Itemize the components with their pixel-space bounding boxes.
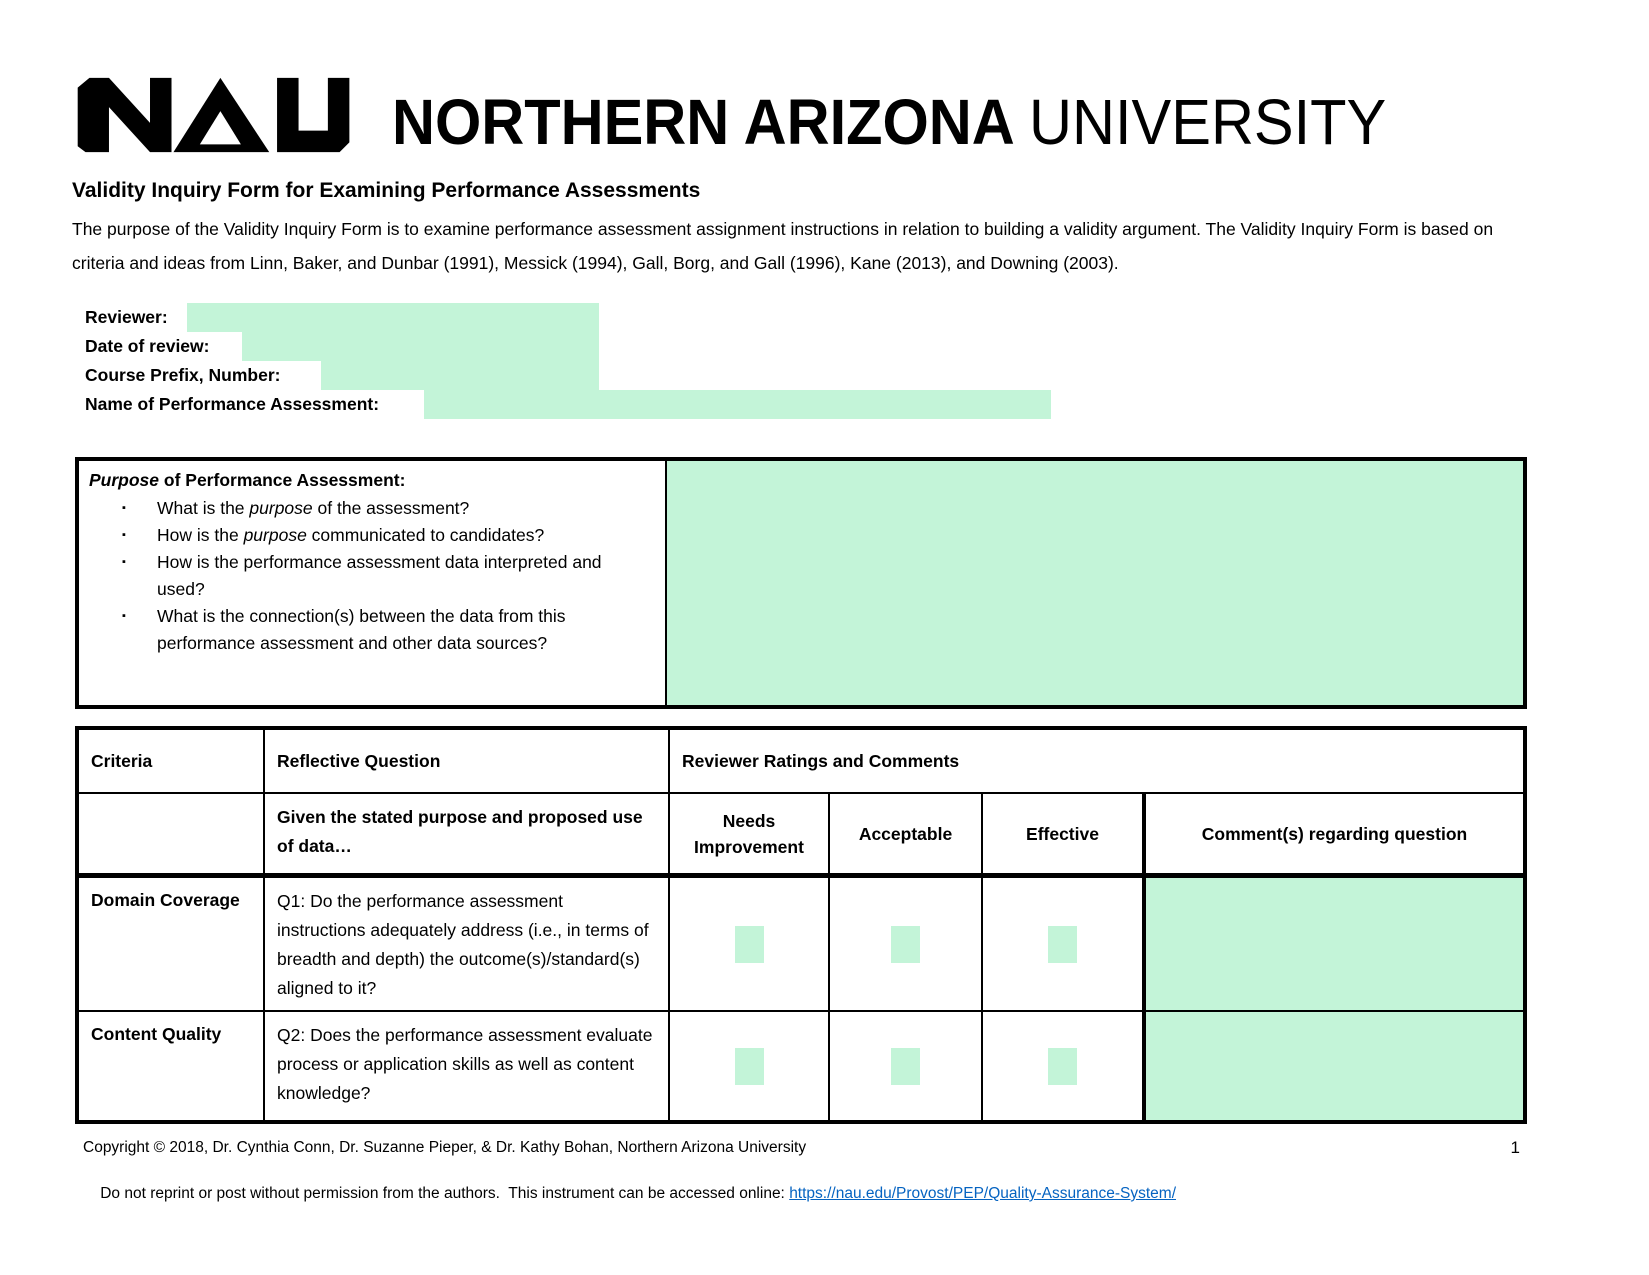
q2-effective-mark-field[interactable] (1048, 1048, 1077, 1085)
criteria-content-quality: Content Quality (79, 1012, 265, 1120)
wordmark-northern-arizona: NORTHERN ARIZONA (392, 86, 1030, 158)
quality-assurance-link[interactable]: https://nau.edu/Provost/PEP/Quality-Assurance-System/ (789, 1185, 1176, 1202)
q1-rating-cell-acceptable (830, 878, 983, 1012)
review-info-fields (85, 303, 1185, 419)
purpose-bullet-1: ▪ What is the purpose of the assessment? (89, 495, 655, 522)
subheader-criteria-empty (79, 794, 265, 878)
assessment-name-field[interactable] (424, 390, 1051, 419)
bullet-square-icon: ▪ (122, 610, 126, 622)
col-header-ratings-comments: Reviewer Ratings and Comments (670, 730, 1523, 794)
field-row-reviewer (85, 303, 1185, 332)
q2-rating-cell-effective (983, 1012, 1146, 1120)
reprint-notice-text: Do not reprint or post without permission from the authors. This instrument can be accessed online: (100, 1185, 790, 1202)
intro-paragraph: The purpose of the Validity Inquiry Form is to examine performance assessment assignment instructions in relation to building a validity argument. The Validity Inquiry Form is based on criteria and ideas from Linn, Baker, and Dunbar (1991), Messick (1994), Gall, Borg, and Gall (1996), Kane (2013), and Downing (2003). (72, 219, 1494, 273)
page-footer (83, 1136, 1520, 1228)
university-wordmark (392, 86, 1387, 158)
q1-needs-improvement-mark-field[interactable] (735, 926, 764, 963)
q1-acceptable-mark-field[interactable] (891, 926, 920, 963)
footer-notice-line (83, 1159, 1520, 1228)
criteria-ratings-table (75, 726, 1527, 1124)
date-of-review-field[interactable] (242, 332, 599, 361)
criteria-domain-coverage: Domain Coverage (79, 878, 265, 1012)
purpose-response-field[interactable] (667, 461, 1523, 705)
purpose-prompts (79, 461, 667, 705)
purpose-bullet-2: ▪ How is the purpose communicated to candidates? (89, 522, 655, 549)
page-number: 1 (1510, 1138, 1520, 1157)
purpose-heading-rest: of Performance Assessment: (159, 470, 406, 490)
field-row-date (85, 332, 1185, 361)
nau-logo-mark (72, 72, 358, 158)
q2-comment-field[interactable] (1146, 1012, 1523, 1120)
q2-rating-cell-needs-improvement (670, 1012, 830, 1120)
q1-rating-cell-effective (983, 878, 1146, 1012)
reviewer-field[interactable] (187, 303, 599, 332)
field-row-assessment-name (85, 390, 1185, 419)
field-row-course (85, 361, 1185, 390)
purpose-box (75, 457, 1527, 709)
purpose-bullet-4: ▪ What is the connection(s) between the data from this performance assessment and other data sources? (89, 603, 655, 657)
footer-copyright-line (83, 1136, 1520, 1159)
q1-comment-field[interactable] (1146, 878, 1523, 1012)
purpose-heading-em: Purpose (89, 470, 160, 490)
course-prefix-field[interactable] (321, 361, 599, 390)
purpose-bullet-3: ▪ How is the performance assessment data interpreted and used? (89, 549, 655, 603)
purpose-bullet-list (89, 495, 655, 657)
purpose-heading (89, 467, 655, 494)
subheader-effective: Effective (983, 794, 1146, 878)
wordmark-university: UNIVERSITY (1029, 86, 1387, 158)
bullet-square-icon: ▪ (122, 529, 126, 541)
page-title: Validity Inquiry Form for Examining Performance Assessments (72, 179, 701, 202)
question-q1: Q1: Do the performance assessment instructions adequately address (i.e., in terms of breadth and depth) the outcome(s)/standard(s) aligned to it? (265, 878, 670, 1012)
q2-rating-cell-acceptable (830, 1012, 983, 1120)
question-q2: Q2: Does the performance assessment evaluate process or application skills as well as content knowledge? (265, 1012, 670, 1120)
q2-acceptable-mark-field[interactable] (891, 1048, 920, 1085)
q1-rating-cell-needs-improvement (670, 878, 830, 1012)
bullet-square-icon: ▪ (122, 556, 126, 568)
reviewer-label: Reviewer: (85, 307, 168, 327)
subheader-acceptable: Acceptable (830, 794, 983, 878)
col-header-criteria: Criteria (79, 730, 265, 794)
subheader-question: Given the stated purpose and proposed use of data… (265, 794, 670, 878)
date-of-review-label: Date of review: (85, 336, 210, 356)
copyright-text: Copyright © 2018, Dr. Cynthia Conn, Dr. Suzanne Pieper, & Dr. Kathy Bohan, Northern Arizona University (83, 1139, 807, 1156)
col-header-reflective-question: Reflective Question (265, 730, 670, 794)
subheader-needs-improvement: Needs Improvement (670, 794, 830, 878)
subheader-comments: Comment(s) regarding question (1146, 794, 1523, 878)
q2-needs-improvement-mark-field[interactable] (735, 1048, 764, 1085)
q1-effective-mark-field[interactable] (1048, 926, 1077, 963)
assessment-name-label: Name of Performance Assessment: (85, 394, 380, 414)
bullet-square-icon: ▪ (122, 502, 126, 514)
course-prefix-label: Course Prefix, Number: (85, 365, 281, 385)
